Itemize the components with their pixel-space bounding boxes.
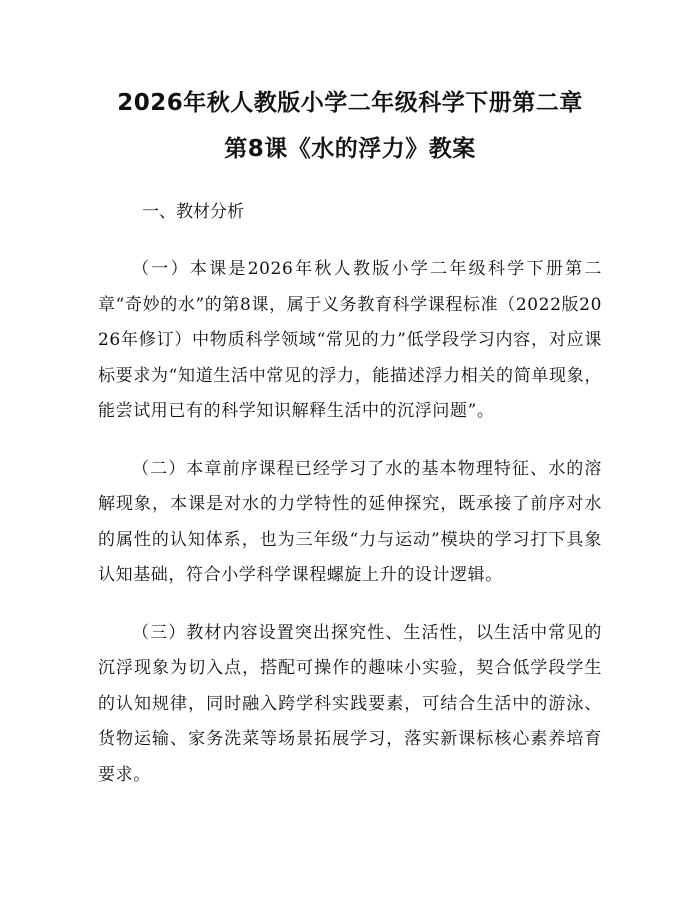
paragraph-3: （三）教材内容设置突出探究性、生活性，以生活中常见的沉浮现象为切入点，搭配可操作的趣味小实验，契合低学段学生的认知规律，同时融入跨学科实践要素，可结合生活中的游泳、货物运输、家务洗菜等场景拓展学习，落实新课标核心素养培育要求。 [98,622,602,785]
paragraph-2: （二）本章前序课程已经学习了水的基本物理特征、水的溶解现象，本课是对水的力学特性的延伸探究，既承接了前序对水的属性的认知体系，也为三年级“力与运动”模块的学习打下具象认知基础，符合小学科学课程螺旋上升的设计逻辑。 [98,458,602,585]
paragraph-1: （一）本课是2026年秋人教版小学二年级科学下册第二章“奇妙的水”的第8课，属于义务教育科学课程标准（2022版2026年修订）中物质科学领域“常见的力”低学段学习内容，对应课标要求为“知道生活中常见的浮力，能描述浮力相关的简单现象，能尝试用已有的科学知识解释生活中的沉浮问题”。 [98,259,602,421]
title-line-2: 第8课《水的浮力》教案 [224,136,476,162]
section-heading: 一、教材分析 [142,202,244,222]
title-line-1: 2026年秋人教版小学二年级科学下册第二章 [117,90,583,116]
document-title [98,80,602,172]
